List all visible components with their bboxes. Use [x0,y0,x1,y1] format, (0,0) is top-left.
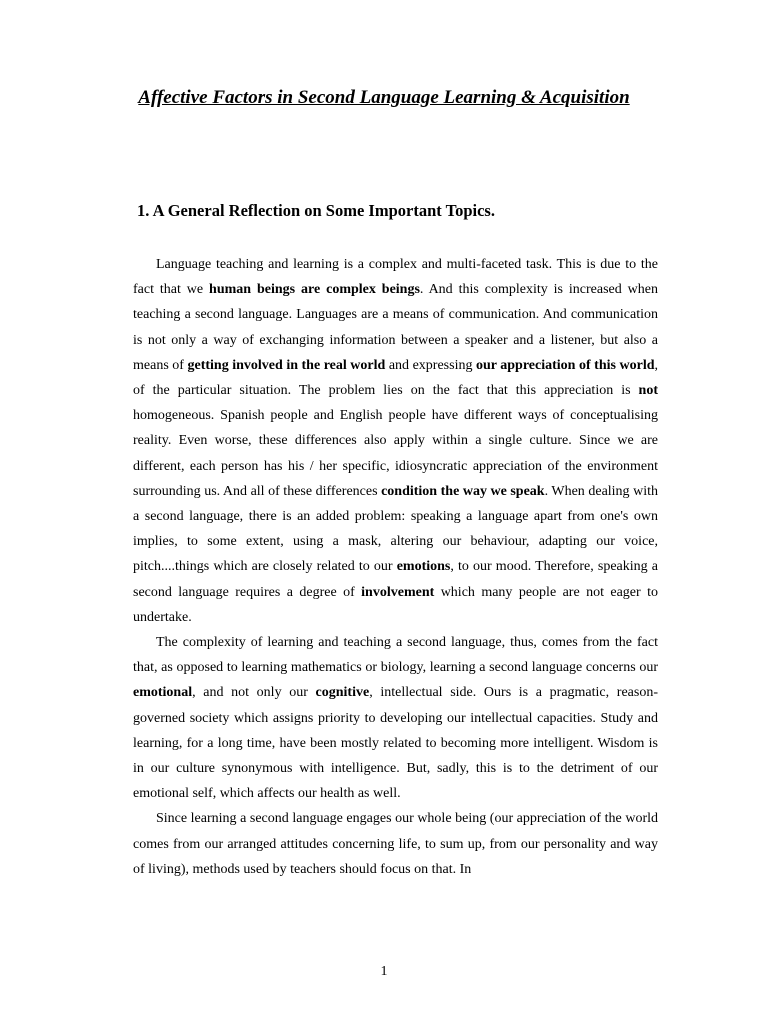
bold-text-run: involvement [361,584,435,600]
bold-text-run: getting involved in the real world [187,357,386,373]
text-run: which many people are not eager to undertake. [133,584,658,625]
bold-text-run: our appreciation of this world [476,357,655,373]
paragraph [133,806,658,882]
text-run: . When dealing with a second language, there is an added problem: speaking a language apart from one's own implies, to some extent, using a mask, altering our behaviour, adapting our voice, pitch....things which are closely related to our [133,483,658,575]
paragraph [133,252,658,630]
text-run: Since learning a second language engages our whole being (our appreciation of the world comes from our arranged attitudes concerning life, to sum up, from our personality and way of living), methods used by teachers should focus on that. In [133,811,658,877]
body-text [133,252,658,882]
bold-text-run: not [638,383,658,399]
bold-text-run: cognitive [315,685,370,701]
text-run: . And this complexity is increased when teaching a second language. Languages are a means of communication. And communication is not only a way of exchanging information between a speaker and a listener, but also a means of [133,282,658,373]
text-run: , to our mood. Therefore, speaking a second language requires a degree of [133,559,658,600]
bold-text-run: condition the way we speak [381,483,545,499]
bold-text-run: emotions [396,559,451,575]
text-run: , and not only our [192,685,316,701]
bold-text-run: human beings are complex beings [209,282,420,298]
text-run: homogeneous. Spanish people and English people have different ways of conceptualising reality. Even worse, these differences also apply within a single culture. Since we are different, each person has his / her specific, idiosyncratic appreciation of the environment surrounding us. And all of these differences [133,408,658,499]
text-run: , of the particular situation. The problem lies on the fact that this appreciation is [133,357,658,399]
bold-text-run: emotional [133,685,193,701]
text-run: , intellectual side. Ours is a pragmatic, reason-governed society which assigns priority to developing our intellectual capacities. Study and learning, for a long time, have been mostly related to becoming more intelligent. Wisdom is in our culture synonymous with intelligence. But, sadly, this is to the detriment of our emotional self, which affects our health as well. [133,685,658,802]
paragraph [133,630,658,806]
text-run: and expressing [385,357,476,373]
page-number: 1 [380,964,388,979]
text-run: Language teaching and learning is a complex and multi-faceted task. This is due to the fact that we [133,257,658,298]
document-title: Affective Factors in Second Language Learning & Acquisition [138,87,630,108]
section-heading: 1. A General Reflection on Some Important Topics. [137,201,495,220]
text-run: The complexity of learning and teaching a second language, thus, comes from the fact that, as opposed to learning mathematics or biology, learning a second language concerns our [133,635,658,676]
